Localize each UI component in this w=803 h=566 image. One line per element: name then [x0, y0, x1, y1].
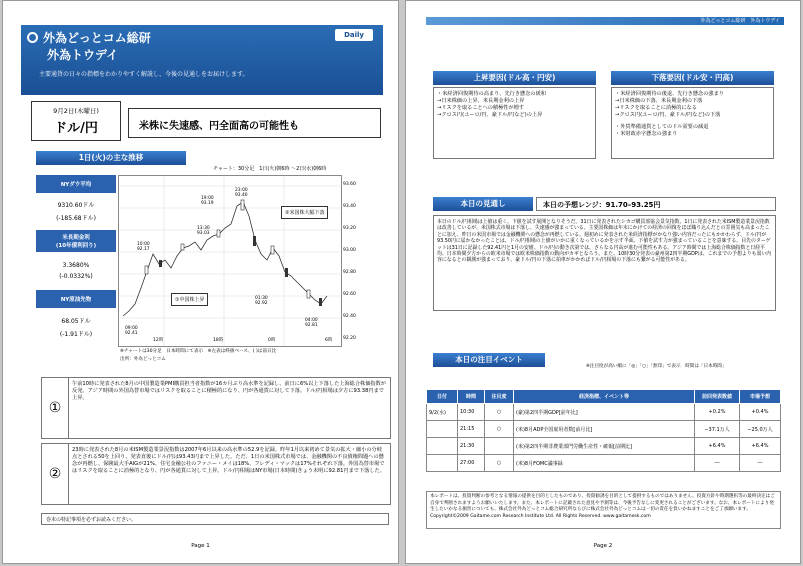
table-row [427, 404, 781, 421]
event-forecast: +0.4% [740, 404, 781, 421]
chart-source: 出所：外為どっとコム [120, 357, 166, 362]
indicator-column [36, 175, 116, 340]
up-factor: ・米経済回復期待の高まり、先行き懸念の緩和 [437, 91, 546, 97]
event-name: (米)8月FOMC議事録 [514, 455, 695, 472]
up-factor: →リスクを取ることへの積極性が増す [437, 105, 525, 111]
event-importance: ○ [485, 404, 514, 421]
note-text: 午前10時に発表された8月の中国製造業PMI購買担当者指数が16カ月ぶり高水準を記録し、前日に6%以上下落した上海総合株価指数が反発。アジア時間の外国為替市場ではリスクを取ることに積極的になり、円が各通貨に対して下落。ドル/円相場は夕方に93.38円まで上昇。 [72, 381, 386, 401]
note-box-2 [41, 443, 391, 505]
indicator-label: NYダウ平均 [36, 175, 116, 193]
up-factor: →日米株価の上昇、米長期金利の上昇 [437, 98, 525, 104]
price-label: 01:30 92.92 [255, 296, 268, 306]
event-time: 21:15 [458, 421, 485, 438]
page-number: Page 2 [593, 543, 613, 549]
y-tick: 92.80 [343, 270, 356, 275]
indicator-label: NY原油先物 [36, 290, 116, 308]
price-label: 04:00 92.81 [305, 318, 318, 328]
page-1 [2, 0, 399, 564]
report-date: 9月2日(木曜日) [53, 107, 99, 115]
x-tick: 12時 [153, 338, 164, 343]
indicator-label: 米長期金利 (10年債利回り) [36, 230, 116, 252]
down-factor: →日米株価の下落、米長期金利の下落 [615, 98, 703, 104]
event-forecast: ― [740, 455, 781, 472]
down-factor: ・外貨準備通貨としてのドル需要の減退 [615, 124, 709, 130]
note-text: 23時に発表された8月の米ISM製造業景況指数は2007年6月以来の高水準の52.9を記録。昨年1月以来初めて景気の拡大・縮小の分岐点とされる50を上回り、発表直後にドル/円は93.43円まで上昇した。ただ、1日の米国株式市場では、金融機関の不良債権問題への懸念が再燃し、保険最大手AIGが21%、住宅金融公社のファニー・メイは18%、フレディ・マックは17%それぞれ下落。外国為替市場ではリスクを取ることに消極的となり、円が各通貨に対して上昇。ドル/円相場はNY市場(日本時間)きょう未明に92.81円まで下落した。 [72, 447, 385, 474]
event-name: (豪)第2四半期GDP[前年比] [514, 404, 695, 421]
down-factor: →リスクを取ることに消極的になる [615, 105, 698, 111]
event-previous: −37.1万人 [695, 421, 740, 438]
logo-title: 外為どっとコム総研 [43, 31, 151, 45]
down-factor: ・米財政赤字懸念の強まり [615, 131, 678, 137]
chart-notes: ※チャートは30分足 日本時間にて表示 ※左表は終値ベース、( )は前日比 [120, 349, 277, 354]
column-header: 市場予想 [740, 390, 781, 404]
table-header-row [427, 390, 781, 404]
event-date: 9/2(水) [427, 404, 458, 421]
event-time: 21:30 [458, 438, 485, 455]
top-strip: 外為どっとコム総研 外為トウデイ [426, 17, 784, 25]
x-tick: 0時 [268, 338, 276, 343]
y-tick: 92.40 [343, 314, 356, 319]
currency-pair: ドル/円 [54, 121, 98, 136]
down-factors-title: 下落要因(ドル安・円高) [611, 71, 774, 85]
up-factors-title: 上昇要因(ドル高・円安) [433, 71, 596, 85]
event-previous: +6.4% [695, 438, 740, 455]
down-factors-box [611, 87, 774, 159]
column-header: 経済指標、イベント等 [514, 390, 695, 404]
event-importance: ○ [485, 455, 514, 472]
event-time: 10:30 [458, 404, 485, 421]
annotation-us-stocks: ②米国株大幅下落 [281, 206, 328, 219]
table-row [427, 455, 781, 472]
event-name: (米)第2四半期非農業部門労働生産性・確報[前期比] [514, 438, 695, 455]
outlook-title: 本日の見通し [433, 197, 533, 211]
price-label: 10:00 92.17 [137, 242, 150, 252]
section-title-movement: 1日(火)の主な推移 [36, 151, 186, 165]
event-forecast: +6.4% [740, 438, 781, 455]
indicator-change: (-1.91ドル) [59, 331, 93, 338]
y-tick: 92.60 [343, 292, 356, 297]
headline: 米株に失速感、円全面高の可能性も [128, 108, 381, 138]
down-factor: ・米経済回復期待の後退、先行き懸念の強まり [615, 91, 724, 97]
column-header: 前回発表数値 [695, 390, 740, 404]
event-previous: ― [695, 455, 740, 472]
event-date [427, 438, 458, 455]
footer-note: 巻末の特記事項を必ずお読みください。 [41, 513, 389, 525]
x-tick: 6時 [325, 338, 333, 343]
x-tick: 18時 [213, 338, 224, 343]
disclaimer-box [426, 491, 781, 529]
event-importance [485, 438, 514, 455]
header-description: 主要通貨の日々の指標をわかりやすく解説し、今後の見通しをお届けします。 [39, 71, 249, 78]
events-table [426, 389, 781, 472]
indicator-value: 68.05ドル [61, 318, 91, 325]
event-time: 27:00 [458, 455, 485, 472]
note-number: ② [42, 444, 69, 504]
event-name: (米)8月ADP全国雇用者数[前月比] [514, 421, 695, 438]
note-box-1 [41, 377, 391, 439]
note-number: ① [42, 378, 69, 438]
disclaimer-text: 本レポートは、投資判断の参考となる情報の提供を目的としたものであり、投資勧誘を目的として提供するものではありません。投資方針や時期選択等の最終決定はご自身で判断されますようお願いいたします。また、本レポートに記載された意見や予測等は、今後予告なしに変更されることがございます。なお、本レポートにより発生したいかなる損害についても、株式会社外為どっとコム総合研究所ならびに株式会社外為どっとコムは一切の責任を負いかねますことをご了承願います。 [430, 494, 775, 512]
column-header: 日付 [427, 390, 458, 404]
chart-meta: チャート：30分足 1日(火)朝6時 ～2日(水)朝6時 [213, 166, 327, 172]
indicator-change: (-0.0332%) [59, 273, 93, 280]
up-factor: →クロス円(ユーロ/円、豪ドル/円など)の上昇 [437, 112, 543, 118]
logo-subtitle: 外為トウデイ [47, 48, 119, 62]
price-label: 19:00 93.19 [201, 196, 214, 206]
column-header: 時間 [458, 390, 485, 404]
down-factor: →クロス円(ユーロ/円、豪ドル/円など)の下落 [615, 112, 721, 118]
up-factors-box [433, 87, 596, 159]
price-label: 23:00 93.40 [235, 188, 248, 198]
copyright-text: Copyright©2009 Gaitame.com Research Institute Ltd. All Rights Reserved. www.gaitamesk.com [430, 513, 651, 519]
indicator-value: 9310.60ドル [57, 202, 95, 209]
events-note: ※注目度が高い順に「◎」「○」「無印」で表示 時間は「日本時間」 [586, 364, 727, 369]
outlook-text: 本日のドル/円相場は上値は重く、下値を試す展開となりそうだ。31日に発表されたシカゴ購買部協会景気指数、1日に発表された米ISM製造業景況指数は改善しているが、米国株式市場は下落し、失速感が強まっている。主要国株価は年末にかけての経済の回復をほぼ織り込んだとの雰囲気も高まったことに加え、昨日の米国市場では金融機関への懸念が再燃している。週初めに発表された米経済指標がかなり強い内容だったにもかかわらず、ドル/円が93.50円に届かなかったことは、ドル/円相場の上値がいかに重くなっているかを示す半面、下値を試す力が強まっていることを意味する。目先のターゲットは31日に記録した92.41円と1月の安値。ドル/円の動き次第では、さらなる円高が進む可能性もある。アジア時間では上海総合株価指数と日経平均、日本時間夕方からの欧米市場では欧米株価指数の動向がカギとなろう。また、10時30分発表の豪州第2四半期GDPは、これまでの予想よりも弱い内容になるとの観測が強まっており、豪ドル/円の下落に拍車がかかればドル/円相場の下落にも繋がる可能性がある。 [433, 215, 776, 311]
event-forecast: −25.0万人 [740, 421, 781, 438]
y-tick: 93.40 [343, 204, 356, 209]
annotation-china-stocks: ①中国株上昇 [171, 293, 208, 306]
daily-badge: Daily [335, 29, 373, 41]
event-date [427, 455, 458, 472]
page-2 [405, 0, 801, 564]
forecast-range: 本日の予想レンジ：91.70–93.25円 [536, 197, 776, 211]
event-importance: ○ [485, 421, 514, 438]
indicator-value: 3.3680% [62, 262, 90, 269]
y-tick: 93.00 [343, 248, 356, 253]
event-date [427, 421, 458, 438]
table-row [427, 421, 781, 438]
y-tick: 92.20 [343, 336, 356, 341]
price-label: 13:30 93.03 [197, 226, 210, 236]
table-row [427, 438, 781, 455]
event-previous: +0.2% [695, 404, 740, 421]
price-label: 09:00 92.41 [125, 326, 138, 336]
page-number: Page 1 [191, 543, 210, 549]
indicator-change: (-185.68ドル) [56, 215, 96, 222]
logo-icon [27, 32, 38, 43]
y-tick: 93.20 [343, 226, 356, 231]
y-tick: 93.60 [343, 182, 356, 187]
column-header: 注目度 [485, 390, 514, 404]
date-box [31, 101, 121, 141]
price-chart [118, 175, 342, 347]
events-title: 本日の注目イベント [433, 353, 545, 367]
report-header [21, 25, 383, 95]
